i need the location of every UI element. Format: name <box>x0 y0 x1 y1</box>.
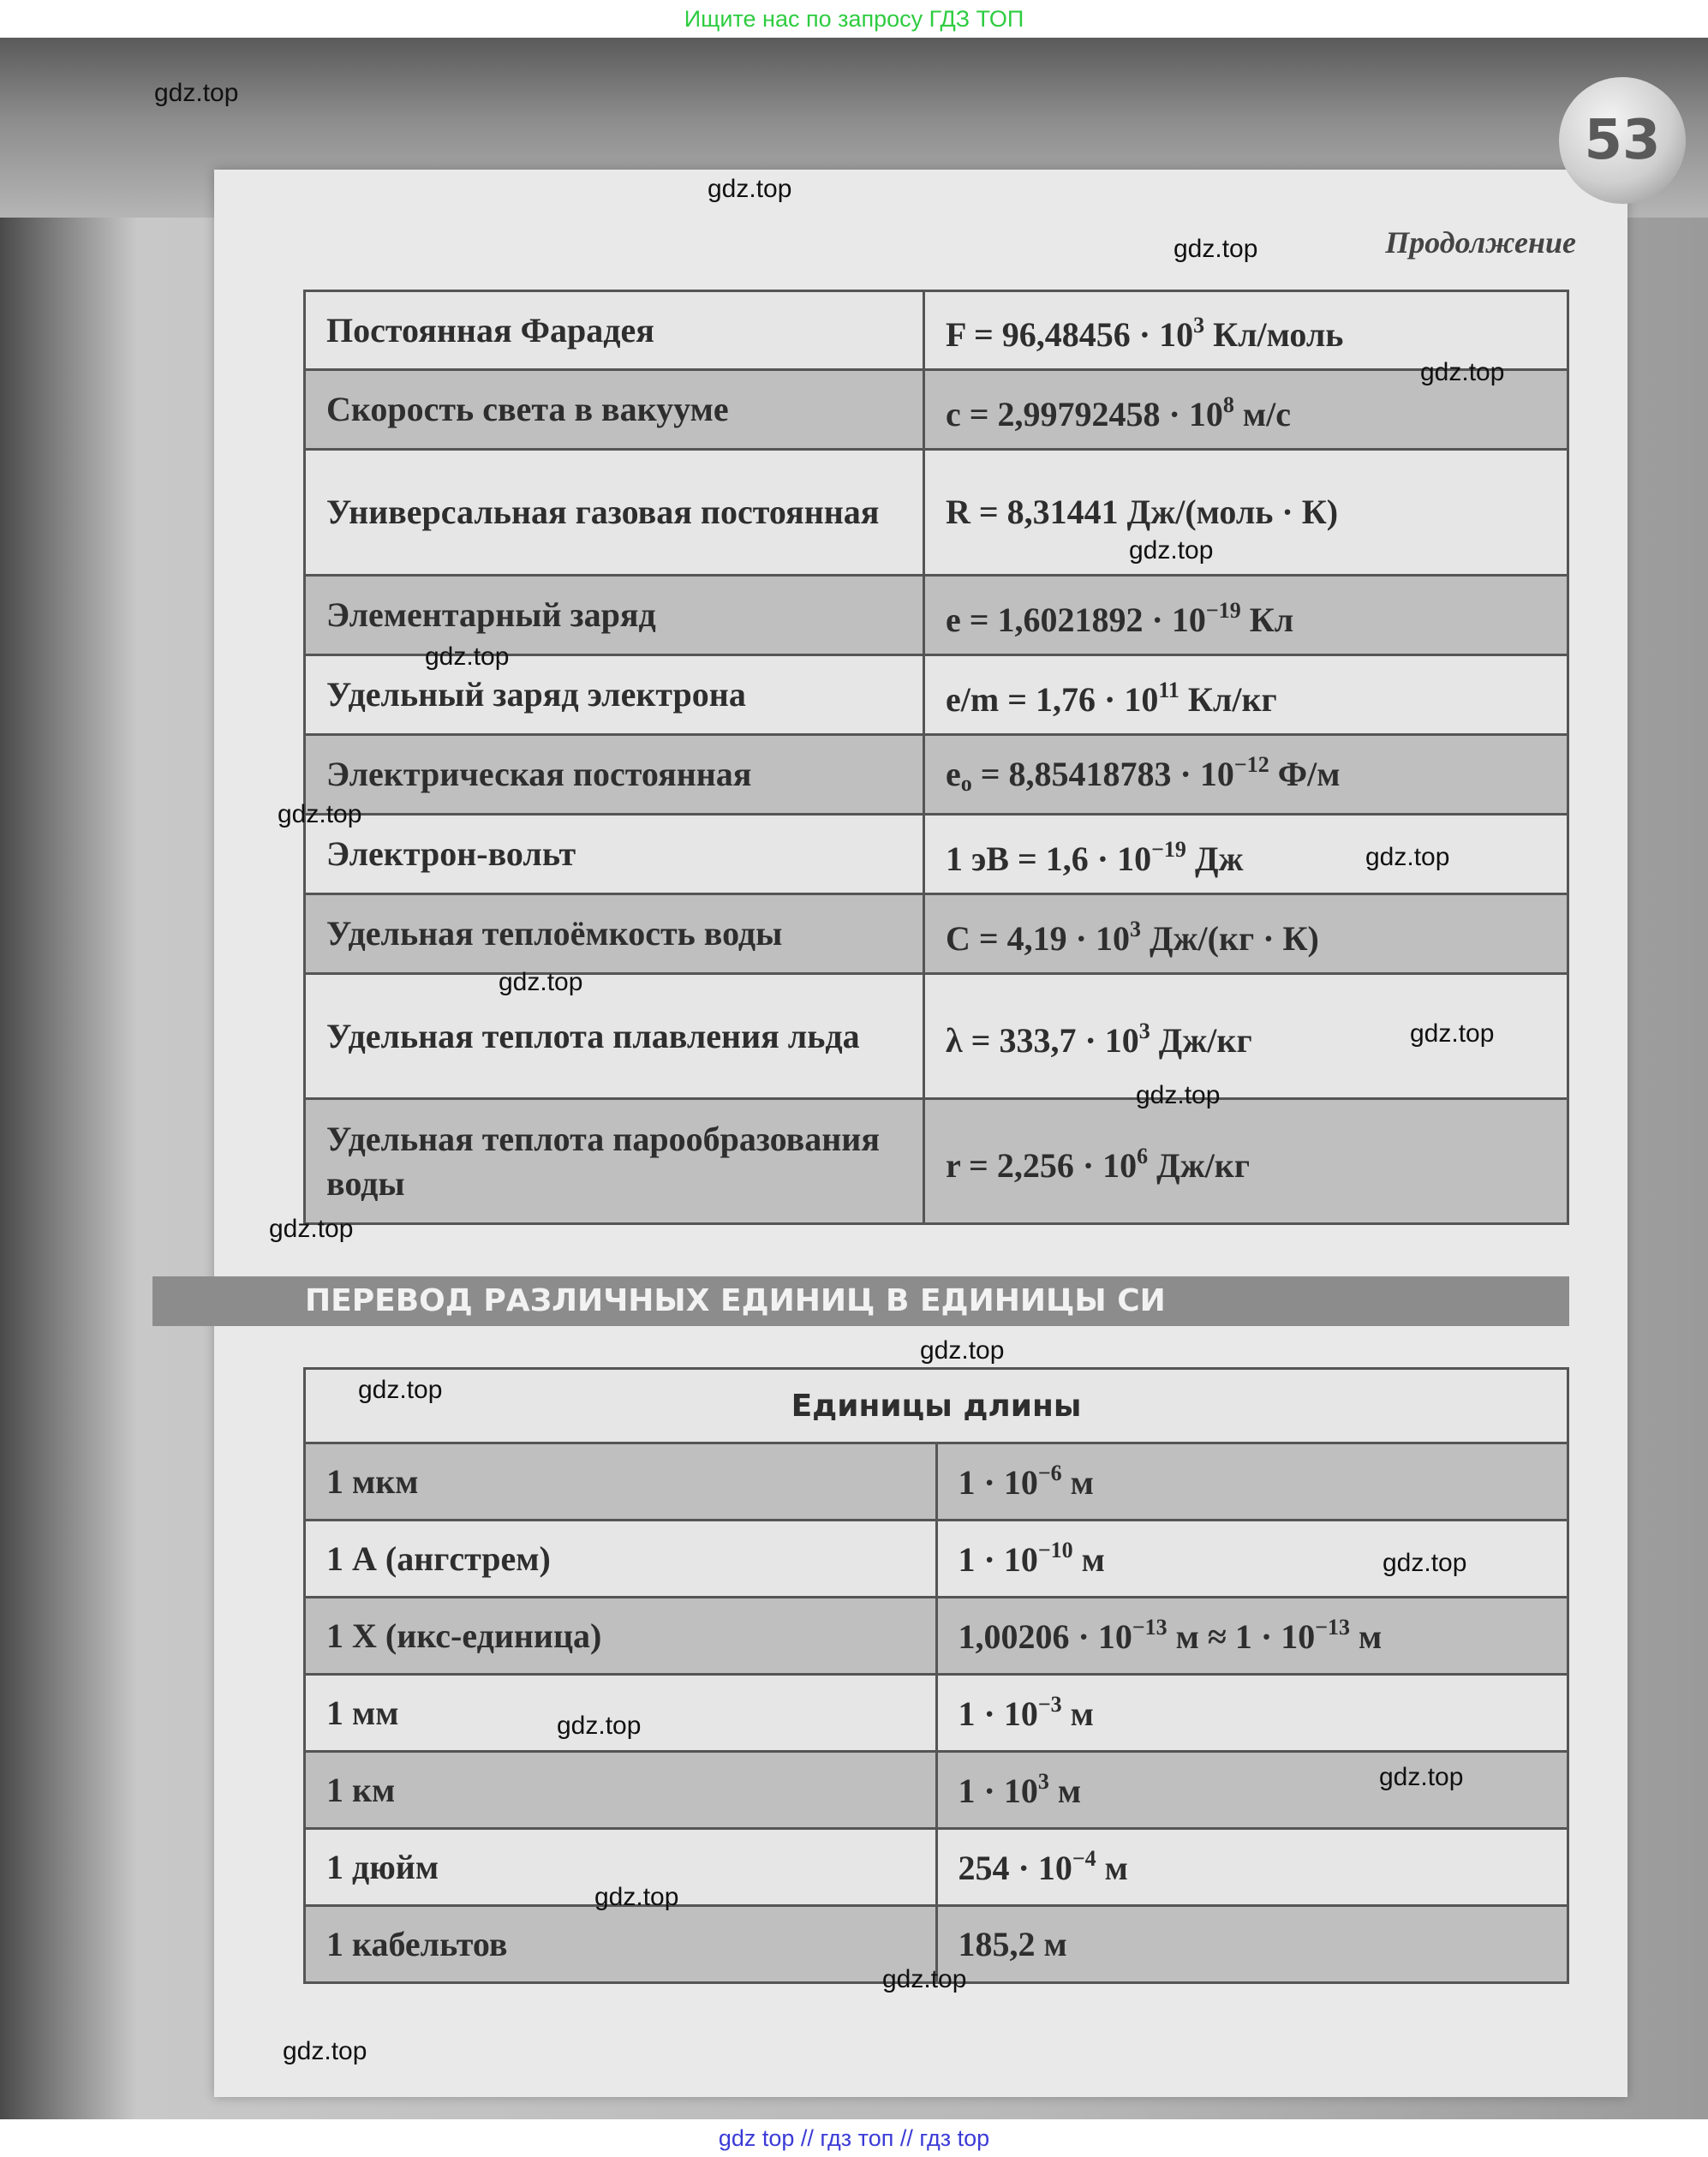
unit-name: 1 Х (икс-единица) <box>305 1598 937 1675</box>
constant-name: Удельная теплота парообразования воды <box>305 1099 924 1224</box>
page-number-badge: 53 <box>1559 77 1686 204</box>
watermark: gdz.top <box>882 1965 967 1993</box>
watermark: gdz.top <box>1420 358 1505 386</box>
unit-value: 185,2 м <box>936 1906 1568 1983</box>
constant-value: $\lambda = 333,7 \cdot 10^3$ Дж/кг <box>924 974 1568 1099</box>
watermark: gdz.top <box>1365 843 1450 871</box>
table-row <box>305 1521 1568 1598</box>
table-row <box>305 1829 1568 1906</box>
constant-name: Элементарный заряд <box>305 576 924 655</box>
watermark: gdz.top <box>358 1376 443 1404</box>
constant-value: R = 8,31441 Дж/(моль · К) <box>924 450 1568 576</box>
table-header-row <box>305 1369 1568 1443</box>
unit-name: 1 мм <box>305 1675 937 1752</box>
watermark: gdz.top <box>154 79 239 107</box>
constant-value: $e_o = 8,85418783 \cdot 10^{-12}$ Ф/м <box>924 735 1568 815</box>
unit-value: $1 \cdot 10^{-6}$ м <box>936 1443 1568 1521</box>
watermark: gdz.top <box>499 968 583 996</box>
unit-value: $1 \cdot 10^3$ м <box>936 1752 1568 1829</box>
unit-name: 1 кабельтов <box>305 1906 937 1983</box>
table-row <box>305 450 1568 576</box>
constant-name: Удельный заряд электрона <box>305 655 924 735</box>
table-row <box>305 1443 1568 1521</box>
constant-name: Скорость света в вакууме <box>305 370 924 450</box>
table-row <box>305 1675 1568 1752</box>
constant-name: Постоянная Фарадея <box>305 291 924 370</box>
units-header: Единицы длины <box>305 1369 1568 1443</box>
constant-value: $r = 2,256 \cdot 10^6$ Дж/кг <box>924 1099 1568 1224</box>
unit-value: $1 \cdot 10^{-3}$ м <box>936 1675 1568 1752</box>
watermark: gdz.top <box>1129 536 1214 565</box>
unit-value: $254 \cdot 10^{-4}$ м <box>936 1829 1568 1906</box>
watermark: gdz.top <box>425 642 510 671</box>
table-row <box>305 370 1568 450</box>
unit-name: 1 мкм <box>305 1443 937 1521</box>
constant-value: $F = 96,48456 \cdot 10^3$ Кл/моль <box>924 291 1568 370</box>
unit-value: $1,00206 \cdot 10^{-13}$ $м \approx 1 \cdot 10^{-13}$ м <box>936 1598 1568 1675</box>
units-table <box>303 1367 1569 1984</box>
watermark: gdz.top <box>1383 1549 1467 1577</box>
constant-value: $c = 2,99792458 \cdot 10^8$ м/с <box>924 370 1568 450</box>
constant-value: $C = 4,19 \cdot 10^3$ Дж/(кг · К) <box>924 894 1568 974</box>
watermark: gdz.top <box>594 1883 679 1911</box>
watermark: gdz.top <box>708 175 792 203</box>
unit-name: 1 дюйм <box>305 1829 937 1906</box>
watermark: gdz.top <box>283 2037 367 2065</box>
table-row <box>305 1099 1568 1224</box>
constant-name: Электрон-вольт <box>305 815 924 894</box>
watermark: gdz.top <box>1410 1019 1495 1048</box>
watermark: gdz.top <box>278 800 362 828</box>
constant-name: Удельная теплота плавления льда <box>305 974 924 1099</box>
unit-name: 1 км <box>305 1752 937 1829</box>
constants-table <box>303 290 1569 1225</box>
table-row <box>305 291 1568 370</box>
watermark: gdz.top <box>1136 1081 1221 1109</box>
unit-value: $1 \cdot 10^{-10}$ м <box>936 1521 1568 1598</box>
watermark: gdz.top <box>1379 1763 1464 1791</box>
unit-name: 1 А (ангстрем) <box>305 1521 937 1598</box>
constant-value: $e/m = 1,76 \cdot 10^{11}$ Кл/кг <box>924 655 1568 735</box>
continuation-label: Продолжение <box>1385 225 1576 260</box>
watermark: gdz.top <box>269 1215 354 1243</box>
table-row <box>305 1598 1568 1675</box>
watermark: gdz.top <box>557 1712 642 1740</box>
constant-value: $e = 1,6021892 \cdot 10^{-19}$ Кл <box>924 576 1568 655</box>
table-row <box>305 974 1568 1099</box>
constant-value: 1 эВ = $1,6 \cdot 10^{-19}$ Дж <box>924 815 1568 894</box>
constant-name: Универсальная газовая постоянная <box>305 450 924 576</box>
section-title: ПЕРЕВОД РАЗЛИЧНЫХ ЕДИНИЦ В ЕДИНИЦЫ СИ <box>152 1276 1569 1326</box>
watermark: gdz.top <box>1174 235 1258 263</box>
constant-name: Удельная теплоёмкость воды <box>305 894 924 974</box>
watermark: gdz.top <box>920 1336 1005 1365</box>
top-banner[interactable]: Ищите нас по запросу ГДЗ ТОП <box>0 0 1708 38</box>
constant-name: Электрическая постоянная <box>305 735 924 815</box>
table-row <box>305 894 1568 974</box>
bottom-banner[interactable]: gdz top // гдз топ // гдз top <box>0 2119 1708 2157</box>
table-row <box>305 735 1568 815</box>
